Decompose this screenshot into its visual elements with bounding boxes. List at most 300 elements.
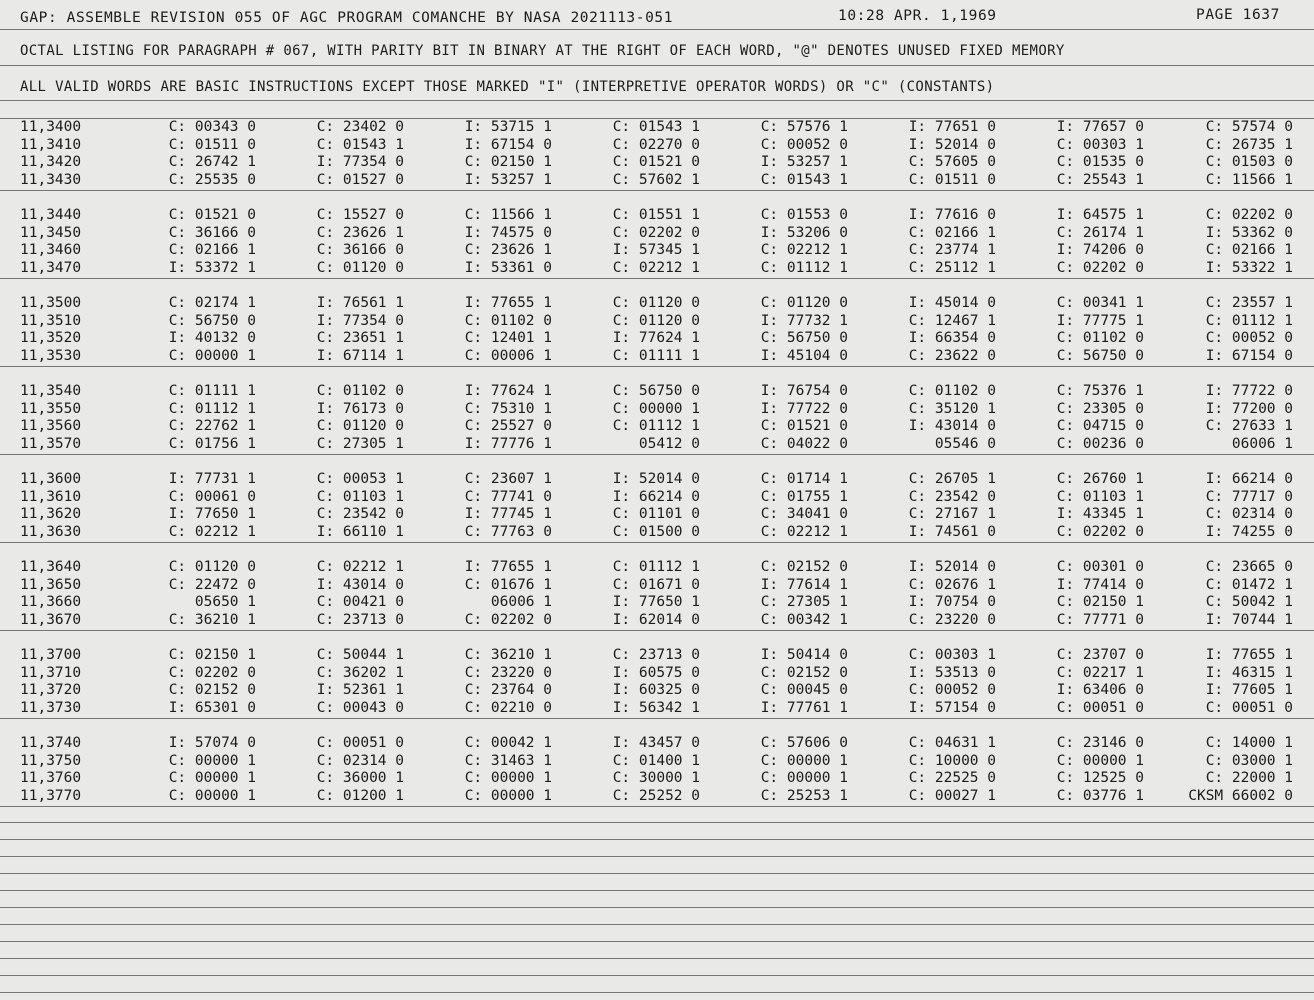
octal-word: C: 01120 0 [316, 418, 404, 434]
octal-word: I: 77722 0 [1205, 383, 1293, 399]
octal-word: C: 02202 0 [168, 664, 256, 681]
octal-word: I: 66110 1 [316, 523, 404, 540]
rule-line [0, 975, 1314, 976]
octal-word: I: 53322 1 [1205, 259, 1293, 276]
octal-word: C: 01521 0 [612, 154, 700, 170]
octal-word: C: 25253 1 [760, 787, 848, 804]
octal-word: I: 53715 1 [464, 119, 552, 135]
octal-word: C: 01551 1 [612, 207, 700, 223]
octal-word: C: 26705 1 [908, 471, 996, 487]
octal-word: C: 31463 1 [464, 752, 552, 769]
listing-row [0, 154, 1314, 172]
octal-word: C: 04022 0 [760, 435, 848, 452]
address: 11,3540 [20, 383, 82, 399]
rule-line [0, 873, 1314, 874]
octal-word: C: 04631 1 [908, 735, 996, 751]
octal-word: C: 23626 1 [464, 242, 552, 258]
rule-line [0, 718, 1314, 719]
octal-word: C: 01511 0 [168, 136, 256, 153]
address: 11,3620 [20, 506, 82, 522]
octal-word: I: 70754 0 [908, 594, 996, 610]
octal-word: I: 74561 0 [908, 523, 996, 540]
octal-word: C: 27305 1 [760, 594, 848, 610]
listing-row [0, 682, 1314, 700]
octal-word: C: 02202 0 [1205, 207, 1293, 223]
rule-line [0, 907, 1314, 908]
octal-word: C: 00053 1 [316, 471, 404, 487]
octal-word: C: 26174 1 [1056, 224, 1144, 241]
address: 11,3600 [20, 471, 82, 487]
octal-word: C: 36166 0 [168, 224, 256, 241]
rule-line [0, 278, 1314, 279]
listing-row [0, 665, 1314, 683]
octal-word: I: 77354 0 [316, 312, 404, 329]
octal-word: C: 02166 1 [908, 224, 996, 241]
octal-word: I: 67154 0 [464, 136, 552, 153]
octal-word: C: 01112 1 [1205, 312, 1293, 329]
listing-row [0, 242, 1314, 260]
octal-word: I: 76173 0 [316, 400, 404, 417]
octal-word: C: 02152 0 [168, 682, 256, 698]
octal-word: I: 64575 1 [1056, 207, 1144, 223]
octal-word: 05412 0 [638, 435, 700, 452]
octal-word: C: 01714 1 [760, 471, 848, 487]
octal-word: C: 35120 1 [908, 400, 996, 417]
octal-word: C: 23542 0 [316, 506, 404, 522]
octal-word: I: 63406 0 [1056, 682, 1144, 698]
octal-word: I: 53513 0 [908, 664, 996, 681]
octal-word: I: 53372 1 [168, 259, 256, 276]
address: 11,3550 [20, 400, 82, 417]
page-number: PAGE 1637 [1196, 7, 1280, 23]
octal-word: C: 01102 0 [908, 383, 996, 399]
address: 11,3420 [20, 154, 82, 170]
octal-word: C: 00000 1 [464, 787, 552, 804]
listing-row [0, 330, 1314, 348]
octal-word: I: 76561 1 [316, 295, 404, 311]
octal-word: C: 00000 1 [1056, 752, 1144, 769]
octal-word: C: 02166 1 [1205, 242, 1293, 258]
octal-word: C: 01671 0 [612, 576, 700, 593]
octal-word: C: 04715 0 [1056, 418, 1144, 434]
octal-word: C: 01102 0 [464, 312, 552, 329]
listing-row [0, 700, 1314, 718]
octal-word: C: 25543 1 [1056, 171, 1144, 188]
octal-word: I: 60575 0 [612, 664, 700, 681]
octal-word: I: 77657 0 [1056, 119, 1144, 135]
octal-word: C: 23622 0 [908, 347, 996, 364]
octal-word: C: 12467 1 [908, 312, 996, 329]
octal-word: C: 01102 0 [1056, 330, 1144, 346]
listing-row [0, 753, 1314, 771]
octal-word: I: 67154 0 [1205, 347, 1293, 364]
address: 11,3400 [20, 119, 82, 135]
octal-word: I: 77616 0 [908, 207, 996, 223]
octal-word: C: 57576 1 [760, 119, 848, 135]
octal-word: I: 77624 1 [612, 330, 700, 346]
octal-word: C: 00052 0 [908, 682, 996, 698]
octal-word: I: 43345 1 [1056, 506, 1144, 522]
octal-word: C: 23220 0 [464, 664, 552, 681]
octal-word: C: 25527 0 [464, 418, 552, 434]
address: 11,3610 [20, 488, 82, 505]
octal-word: C: 36202 1 [316, 664, 404, 681]
octal-word: I: 43014 0 [316, 576, 404, 593]
listing-row [0, 788, 1314, 806]
octal-word: C: 26742 1 [168, 154, 256, 170]
octal-word: I: 56342 1 [612, 699, 700, 716]
rule-line [0, 366, 1314, 367]
octal-word: I: 77614 1 [760, 576, 848, 593]
octal-word: I: 53257 1 [464, 171, 552, 188]
octal-word: I: 52014 0 [612, 471, 700, 487]
octal-word: I: 62014 0 [612, 611, 700, 628]
listing-row [0, 524, 1314, 542]
address: 11,3770 [20, 787, 82, 804]
octal-word: I: 40132 0 [168, 330, 256, 346]
listing-row [0, 119, 1314, 137]
octal-word: I: 76754 0 [760, 383, 848, 399]
octal-word: C: 00000 1 [760, 770, 848, 786]
octal-word: C: 36000 1 [316, 770, 404, 786]
address: 11,3440 [20, 207, 82, 223]
octal-word: C: 23542 0 [908, 488, 996, 505]
octal-word: I: 52014 0 [908, 136, 996, 153]
octal-word: C: 50044 1 [316, 647, 404, 663]
octal-word: C: 00051 0 [316, 735, 404, 751]
rule-line [0, 454, 1314, 455]
octal-word: C: 01400 1 [612, 752, 700, 769]
octal-word: C: 01553 0 [760, 207, 848, 223]
listing-row [0, 612, 1314, 630]
address: 11,3670 [20, 611, 82, 628]
octal-word: C: 12525 0 [1056, 770, 1144, 786]
octal-word: I: 77624 1 [464, 383, 552, 399]
octal-word: C: 01120 0 [612, 312, 700, 329]
octal-word: I: 53362 0 [1205, 224, 1293, 241]
octal-word: C: 75310 1 [464, 400, 552, 417]
octal-word: I: 77745 1 [464, 506, 552, 522]
octal-word: C: 77717 0 [1205, 488, 1293, 505]
octal-word: C: 00343 0 [168, 119, 256, 135]
octal-word: C: 00051 0 [1205, 699, 1293, 716]
octal-word: C: 02152 0 [760, 664, 848, 681]
octal-word: C: 10000 0 [908, 752, 996, 769]
rule-line [0, 890, 1314, 891]
octal-word: I: 50414 0 [760, 647, 848, 663]
octal-word: C: 12401 1 [464, 330, 552, 346]
address: 11,3560 [20, 418, 82, 434]
listing-row [0, 770, 1314, 788]
octal-word: C: 25535 0 [168, 171, 256, 188]
octal-word: C: 23651 1 [316, 330, 404, 346]
octal-word: I: 66214 0 [1205, 471, 1293, 487]
octal-word: C: 02202 0 [1056, 523, 1144, 540]
octal-word: C: 01120 0 [316, 259, 404, 276]
octal-word: I: 77655 1 [464, 559, 552, 575]
octal-word: I: 74255 0 [1205, 523, 1293, 540]
octal-word: C: 00236 0 [1056, 435, 1144, 452]
listing-row [0, 489, 1314, 507]
rule-line [0, 542, 1314, 543]
octal-word: C: 57606 0 [760, 735, 848, 751]
octal-word: C: 02150 1 [464, 154, 552, 170]
octal-word: C: 01500 0 [612, 523, 700, 540]
octal-word: I: 77650 1 [612, 594, 700, 610]
octal-word: I: 77651 0 [908, 119, 996, 135]
octal-word: C: 22472 0 [168, 576, 256, 593]
octal-word: I: 60325 0 [612, 682, 700, 698]
octal-word: I: 53257 1 [760, 154, 848, 170]
octal-word: C: 01543 1 [612, 119, 700, 135]
octal-word: C: 23764 0 [464, 682, 552, 698]
octal-word: C: 56750 0 [612, 383, 700, 399]
octal-word: I: 77354 0 [316, 154, 404, 170]
octal-word: C: 02212 1 [168, 523, 256, 540]
octal-word: C: 11566 1 [464, 207, 552, 223]
octal-word: I: 77732 1 [760, 312, 848, 329]
octal-word: I: 66214 0 [612, 488, 700, 505]
octal-word: I: 46315 1 [1205, 664, 1293, 681]
octal-word: C: 00000 1 [168, 752, 256, 769]
address: 11,3510 [20, 312, 82, 329]
octal-word: C: 01200 1 [316, 787, 404, 804]
address: 11,3430 [20, 171, 82, 188]
octal-word: I: 77414 0 [1056, 576, 1144, 593]
octal-word: I: 53361 0 [464, 259, 552, 276]
octal-word: I: 53206 0 [760, 224, 848, 241]
address: 11,3740 [20, 735, 82, 751]
octal-word: C: 02152 0 [760, 559, 848, 575]
octal-word: I: 77605 1 [1205, 682, 1293, 698]
octal-word: C: 34041 0 [760, 506, 848, 522]
octal-word: C: 02174 1 [168, 295, 256, 311]
octal-word: C: 23665 0 [1205, 559, 1293, 575]
octal-word: C: 26760 1 [1056, 471, 1144, 487]
octal-word: C: 02270 0 [612, 136, 700, 153]
octal-word: C: 01120 0 [168, 559, 256, 575]
octal-word: C: 25112 1 [908, 259, 996, 276]
octal-word: C: 00027 1 [908, 787, 996, 804]
octal-word: C: 23713 0 [612, 647, 700, 663]
listing-row [0, 647, 1314, 665]
octal-word: C: 00303 1 [908, 647, 996, 663]
octal-word: C: 02202 0 [1056, 259, 1144, 276]
octal-word: C: 01120 0 [760, 295, 848, 311]
octal-word: C: 56750 0 [760, 330, 848, 346]
rule-line [0, 941, 1314, 942]
address: 11,3720 [20, 682, 82, 698]
octal-word: C: 00000 1 [760, 752, 848, 769]
octal-word: C: 01111 1 [612, 347, 700, 364]
octal-word: C: 00000 1 [612, 400, 700, 417]
octal-word: I: 77655 1 [464, 295, 552, 311]
octal-word: C: 01543 1 [316, 136, 404, 153]
octal-word: C: 01535 0 [1056, 154, 1144, 170]
octal-word: C: 01120 0 [612, 295, 700, 311]
rule-line [0, 29, 1314, 30]
octal-word: C: 02217 1 [1056, 664, 1144, 681]
address: 11,3530 [20, 347, 82, 364]
octal-word: C: 01756 1 [168, 435, 256, 452]
listing-row [0, 172, 1314, 190]
octal-word: 05546 0 [934, 435, 996, 452]
listing-row [0, 401, 1314, 419]
listing-row [0, 471, 1314, 489]
octal-word: C: 01472 1 [1205, 576, 1293, 593]
listing-row [0, 313, 1314, 331]
octal-word: 06006 1 [490, 594, 552, 610]
octal-word: C: 56750 0 [168, 312, 256, 329]
octal-word: I: 70744 1 [1205, 611, 1293, 628]
octal-word: I: 77761 1 [760, 699, 848, 716]
octal-word: C: 00042 1 [464, 735, 552, 751]
octal-word: I: 77200 0 [1205, 400, 1293, 417]
octal-word: C: 23774 1 [908, 242, 996, 258]
listing-row [0, 207, 1314, 225]
rule-line [0, 100, 1314, 101]
octal-word: C: 01521 0 [168, 207, 256, 223]
octal-word: C: 77741 0 [464, 488, 552, 505]
address: 11,3500 [20, 295, 82, 311]
octal-word: C: 00052 0 [760, 136, 848, 153]
rule-line [0, 822, 1314, 823]
octal-word: C: 01112 1 [168, 400, 256, 417]
octal-word: C: 02212 1 [760, 523, 848, 540]
octal-word: C: 01543 1 [760, 171, 848, 188]
octal-word: C: 00301 0 [1056, 559, 1144, 575]
octal-word: I: 65301 0 [168, 699, 256, 716]
listing-row [0, 295, 1314, 313]
octal-word: I: 74575 0 [464, 224, 552, 241]
address: 11,3750 [20, 752, 82, 769]
listing-row [0, 418, 1314, 436]
address: 11,3570 [20, 435, 82, 452]
rule-line [0, 958, 1314, 959]
rule-line [0, 924, 1314, 925]
listing-row [0, 506, 1314, 524]
octal-word: C: 15527 0 [316, 207, 404, 223]
octal-word: I: 67114 1 [316, 347, 404, 364]
octal-word: C: 02150 1 [168, 647, 256, 663]
octal-word: C: 00421 0 [316, 594, 404, 610]
listing-row [0, 436, 1314, 454]
octal-word: C: 03776 1 [1056, 787, 1144, 804]
octal-word: I: 77731 1 [168, 471, 256, 487]
rule-line [0, 992, 1314, 993]
rule-line [0, 806, 1314, 807]
octal-word: C: 23146 0 [1056, 735, 1144, 751]
octal-word: I: 57345 1 [612, 242, 700, 258]
listing-row [0, 735, 1314, 753]
octal-word: 06006 1 [1231, 435, 1293, 452]
listing-row [0, 383, 1314, 401]
octal-word: C: 27633 1 [1205, 418, 1293, 434]
address: 11,3640 [20, 559, 82, 575]
octal-word: C: 01503 0 [1205, 154, 1293, 170]
octal-word: I: 66354 0 [908, 330, 996, 346]
octal-word: C: 00000 1 [168, 347, 256, 364]
octal-word: C: 00006 1 [464, 347, 552, 364]
octal-word: C: 57605 0 [908, 154, 996, 170]
octal-word: C: 56750 0 [1056, 347, 1144, 364]
octal-word: C: 01676 1 [464, 576, 552, 593]
address: 11,3660 [20, 594, 82, 610]
octal-word: C: 02166 1 [168, 242, 256, 258]
listing-row [0, 348, 1314, 366]
octal-word: C: 36210 1 [464, 647, 552, 663]
octal-word: I: 77776 1 [464, 435, 552, 452]
address: 11,3650 [20, 576, 82, 593]
address: 11,3450 [20, 224, 82, 241]
octal-word: C: 23557 1 [1205, 295, 1293, 311]
octal-word: C: 00342 1 [760, 611, 848, 628]
octal-word: C: 00303 1 [1056, 136, 1144, 153]
octal-word: C: 11566 1 [1205, 171, 1293, 188]
octal-word: C: 01112 1 [612, 418, 700, 434]
octal-word: C: 01102 0 [316, 383, 404, 399]
octal-word: C: 23626 1 [316, 224, 404, 241]
header-legend: ALL VALID WORDS ARE BASIC INSTRUCTIONS EXCEPT THOSE MARKED "I" (INTERPRETIVE OPERATOR WORDS) OR "C" (CONSTANTS) [20, 79, 995, 95]
octal-word: C: 00045 0 [760, 682, 848, 698]
octal-word: C: 03000 1 [1205, 752, 1293, 769]
address: 11,3710 [20, 664, 82, 681]
octal-word: C: 02314 0 [1205, 506, 1293, 522]
octal-word: C: 01111 1 [168, 383, 256, 399]
octal-word: C: 02150 1 [1056, 594, 1144, 610]
rule-line [0, 630, 1314, 631]
listing-row [0, 137, 1314, 155]
octal-word: C: 02676 1 [908, 576, 996, 593]
octal-word: C: 01112 1 [760, 259, 848, 276]
octal-word: I: 52014 0 [908, 559, 996, 575]
listing-row [0, 260, 1314, 278]
octal-word: I: 77655 1 [1205, 647, 1293, 663]
listing-row [0, 594, 1314, 612]
octal-word: C: 50042 1 [1205, 594, 1293, 610]
octal-word: C: 00000 1 [168, 787, 256, 804]
octal-word: C: 23713 0 [316, 611, 404, 628]
octal-word: I: 45104 0 [760, 347, 848, 364]
octal-word: I: 43014 0 [908, 418, 996, 434]
octal-word: C: 75376 1 [1056, 383, 1144, 399]
listing-row [0, 577, 1314, 595]
octal-word: I: 45014 0 [908, 295, 996, 311]
octal-word: C: 25252 0 [612, 787, 700, 804]
octal-word: C: 01755 1 [760, 488, 848, 505]
octal-word: C: 14000 1 [1205, 735, 1293, 751]
octal-word: C: 23305 0 [1056, 400, 1144, 417]
octal-word: C: 02202 0 [464, 611, 552, 628]
octal-word: C: 01101 0 [612, 506, 700, 522]
octal-word: C: 01527 0 [316, 171, 404, 188]
octal-word: I: 57154 0 [908, 699, 996, 716]
octal-word: C: 00043 0 [316, 699, 404, 716]
rule-line [0, 856, 1314, 857]
octal-word: C: 02314 0 [316, 752, 404, 769]
octal-word: I: 43457 0 [612, 735, 700, 751]
listing-row [0, 225, 1314, 243]
header-timestamp: 10:28 APR. 1,1969 [838, 8, 997, 24]
octal-word: C: 02202 0 [612, 224, 700, 241]
octal-word: C: 57602 1 [612, 171, 700, 188]
octal-word: C: 36210 1 [168, 611, 256, 628]
octal-word: C: 57574 0 [1205, 119, 1293, 135]
rule-line [0, 839, 1314, 840]
octal-word: C: 02210 0 [464, 699, 552, 716]
octal-word: C: 77771 0 [1056, 611, 1144, 628]
octal-word: C: 22000 1 [1205, 770, 1293, 786]
